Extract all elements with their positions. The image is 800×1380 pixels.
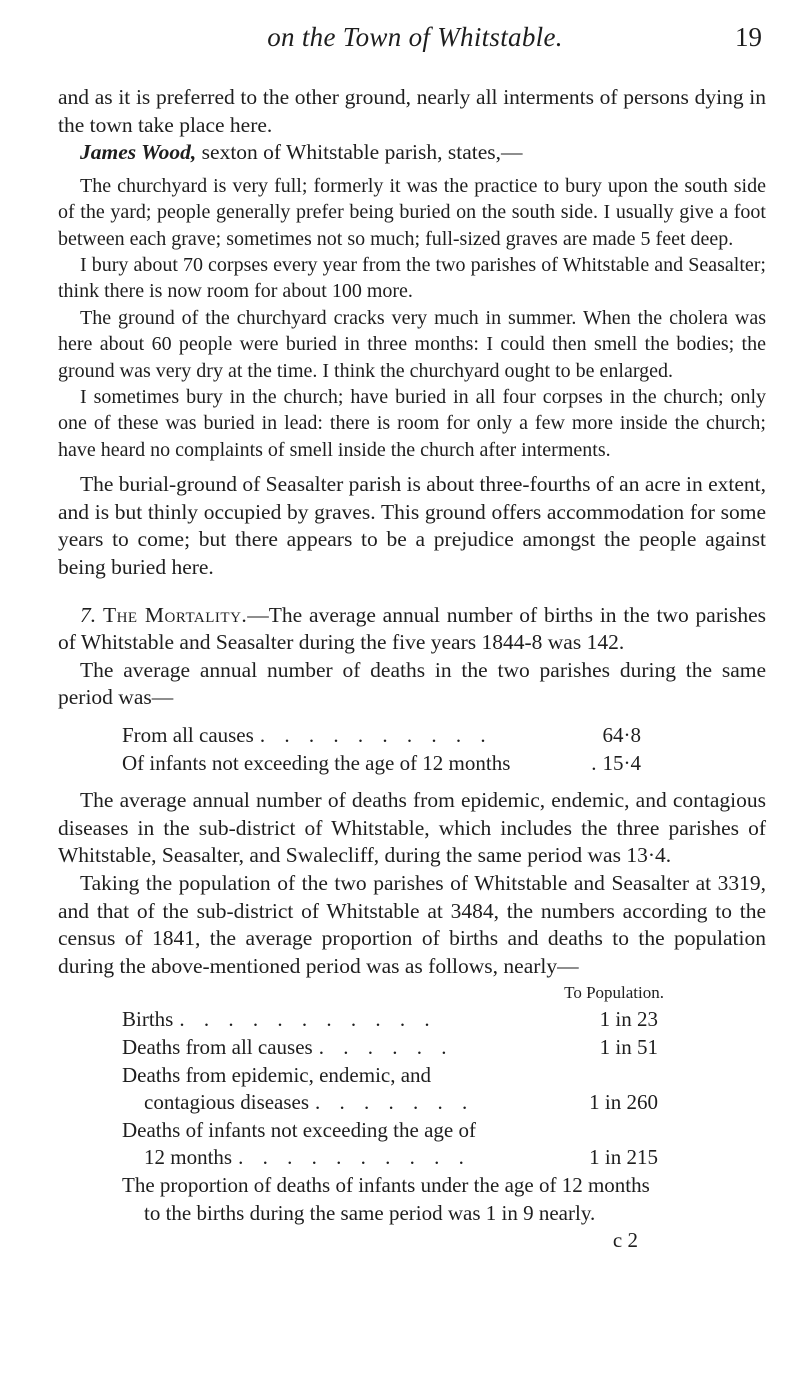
table-row: From all causes . . . . . . . . . . 64·8	[122, 723, 641, 747]
sexton-testimony	[58, 173, 766, 463]
running-title: on the Town of Whitstable.	[267, 22, 563, 52]
table-row: Of infants not exceeding the age of 12 months . 15·4	[122, 750, 641, 775]
seasalter-paragraph: The burial-ground of Seasalter parish is about three-fourths of an acre in extent, and is but thinly occupied by graves. This ground offers accommodation for some years to come; but there appears to be a prejudice amongst the people against being buried here.	[58, 472, 766, 580]
epidemic-paragraph: The average annual number of deaths from epidemic, endemic, and contagious diseases in the sub-district of Whitstable, which includes the three parishes of Whitstable, Seasalter, and Swalecliff, during the same period was 13·4.	[58, 788, 766, 868]
witness-line: James Wood, sexton of Whitstable parish, states,—	[80, 140, 523, 165]
proportion-table	[58, 980, 766, 1172]
deaths-intro: The average annual number of deaths in the two parishes during the same period was—	[58, 657, 766, 710]
signature-mark: c 2	[612, 1228, 638, 1253]
testimony-paragraph: I bury about 70 corpses every year from the two parishes of Whitstable and Seasalter; think there is now room for about 100 more.	[58, 254, 766, 303]
section-title: The Mortality.	[102, 602, 248, 627]
table-row: Births . . . . . . . . . . . 1 in 23	[122, 1007, 658, 1032]
section-7-intro: 7. The Mortality.—The average annual number of births in the two parishes of Whitstable and Seasalter during the five years 1844-8 was 142.	[58, 602, 766, 655]
page-body	[58, 84, 766, 1255]
page-header	[60, 22, 770, 62]
testimony-paragraph: I sometimes bury in the church; have buried in all four corpses in the church; only one of these was buried in lead: there is room for only a few more inside the church; have heard no complaints of smell inside the church after interments.	[58, 386, 766, 461]
table-row: Deaths from all causes . . . . . . 1 in 51	[122, 1034, 658, 1059]
deaths-table	[58, 722, 766, 777]
population-paragraph: Taking the population of the two parishes of Whitstable and Seasalter at 3319, and that of the sub-district of Whitstable at 3484, the numbers according to the census of 1841, the average proportion of births and deaths to the population during the above-mentioned period was as follows, nearly—	[58, 870, 766, 978]
intro-paragraph: and as it is preferred to the other ground, nearly all interments of persons dying in the town take place here.	[58, 85, 766, 137]
infant-proportion-note: The proportion of deaths of infants under the age of 12 months to the births during the same period was 1 in 9 nearly.	[122, 1172, 650, 1225]
testimony-paragraph: The churchyard is very full; formerly it was the practice to bury upon the south side of the yard; people generally prefer being buried on the south side. I usually give a foot between each grave; sometimes not so much; full-sized graves are made 5 feet deep.	[58, 174, 766, 250]
witness-name: James Wood,	[80, 140, 197, 165]
testimony-paragraph: The ground of the churchyard cracks very much in summer. When the cholera was here about 60 people were buried in three months: I could then smell the bodies; the ground was very dry at the time. I think the churchyard ought to be enlarged.	[58, 306, 766, 382]
table-row: Deaths from epidemic, endemic, and contagious diseases . . . . . . . 1 in 260	[122, 1062, 658, 1115]
page-number: 19	[735, 22, 762, 52]
column-header: To Population.	[564, 983, 664, 1003]
table-row: Deaths of infants not exceeding the age of 12 months . . . . . . . . . . 1 in 215	[122, 1117, 658, 1170]
section-number: 7.	[80, 602, 97, 627]
